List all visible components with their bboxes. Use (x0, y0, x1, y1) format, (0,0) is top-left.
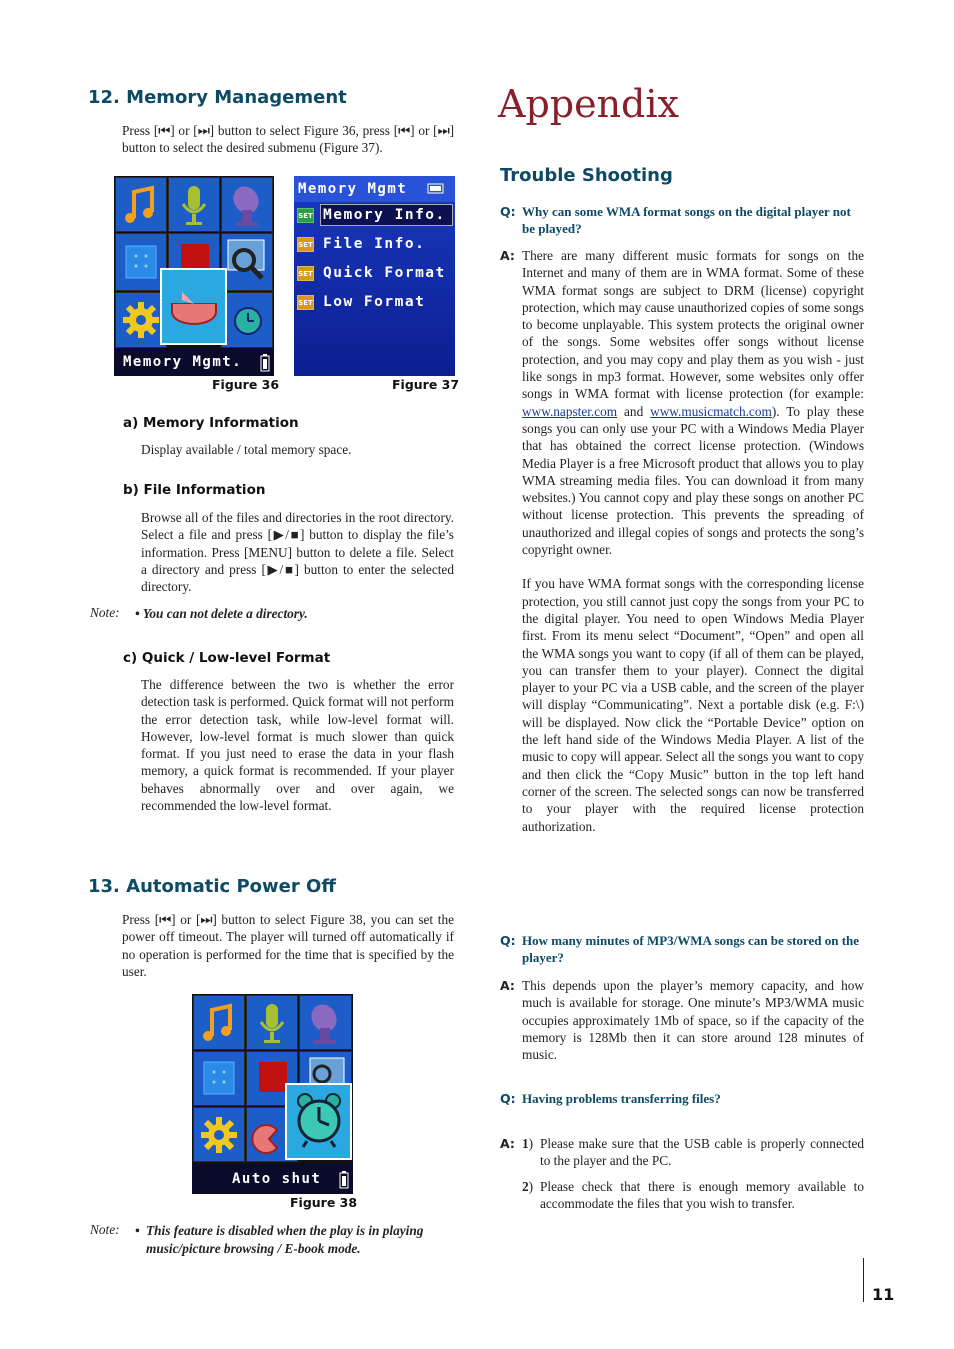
a-label: A: (500, 248, 515, 263)
menu-label: Quick Format (323, 265, 446, 281)
figure-36-screen (114, 176, 274, 376)
figure-37-caption: Figure 37 (392, 377, 460, 392)
menu-label: File Info. (323, 236, 426, 252)
settings-tile (193, 1107, 245, 1162)
note-1-text: You can not delete a directory. (142, 606, 308, 621)
battery-icon (260, 353, 270, 372)
musicmatch-link[interactable]: www.musicmatch.com (650, 403, 772, 419)
alarm-clock-icon (222, 293, 272, 347)
note-label-2: Note: (90, 1222, 120, 1237)
radio-tile (299, 995, 352, 1050)
figure-38-caption: Figure 38 (290, 1195, 358, 1210)
question-1 (500, 203, 864, 238)
a-label: A: (500, 1136, 515, 1151)
page-number: 11 (872, 1285, 895, 1304)
ebook-icon (116, 234, 166, 290)
q-label: Q: (500, 933, 516, 948)
memory-mgmt-tile-selected (160, 268, 227, 345)
item-2-number: 2 (522, 1178, 529, 1194)
answer-2-text: This depends upon the player’s memory capacity, and how much is available for storage. One minute’s MP3/WMA music occupies approximately 1Mb of space, so if the capacity of the memory is 128Mb then it can store around 128 minutes of music. (522, 978, 864, 1063)
subsection-b-text: Browse all of the files and directories in the root directory. Select a file and press [▶/■] button to display the file’s information. Press [MENU] button to delete a file. Select a directory and press [▶/■] button to enter the selected directory. (141, 510, 454, 595)
menu-label: Low Format (323, 294, 426, 310)
music-tile (193, 995, 245, 1050)
microphone-icon (247, 996, 297, 1049)
set-icon: SET (297, 266, 314, 281)
answer-1-para-1 (522, 247, 864, 558)
battery-icon (339, 1170, 349, 1189)
note-2-text: This feature is disabled when the play is in playing music/picture browsing / E-book mode. (146, 1223, 424, 1256)
answer-1-para-2: If you have WMA format songs with the corresponding license protection, you still cannot just copy the songs from your PC to the digital player. You need to open Windows Media Player first. From its menu select “Document”, “Open” and open all the WMA songs you want to copy (if all of them can be played, you can transfer them to your player). Connect the digital player to your PC via a USB cable, and the screen of the player will display “Communicating”. Next a portable disk (e.g. F:\) will be displayed. Now click the “Portable Device” option on the left hand side of the Windows Media Player. A list of the music to copy will appear. Select all the songs you want to copy and then click the “Copy Music” button in the top left hand corner of the screen. The selected songs can now be transferred to your player with the required license protection authorization. (522, 576, 864, 834)
menu-item-low-format (294, 291, 455, 315)
subsection-a-text: Display available / total memory space. (141, 442, 352, 457)
music-note-icon (116, 178, 166, 231)
q-label: Q: (500, 204, 516, 219)
subsection-c-text: The difference between the two is whether the error detection task is performed. Quick format will not perform the error detection task, while low-level format will. However, low-level format is much slower than quick format. If you just need to erase the data in your flash memory, a quick format is recommended. If your player behaves abnormally over and over again, we recommended the low-level format. (141, 677, 454, 814)
napster-link[interactable]: www.napster.com (522, 403, 618, 419)
menu-label: Memory Info. (323, 207, 446, 223)
answer-3-item-1: 1) Please make sure that the USB cable is properly connected to the player and the PC. (522, 1136, 864, 1169)
clock-tile (221, 292, 273, 348)
question-2-text: How many minutes of MP3/WMA songs can be stored on the player? (522, 933, 860, 966)
answer-3-item-1-text: Please make sure that the USB cable is properly connected to the player and the PC. (540, 1136, 864, 1169)
picture-tile (221, 233, 273, 291)
figure-36-label-bar (114, 348, 274, 376)
battery-icon (427, 183, 445, 194)
menu-item-quick-format (294, 262, 455, 286)
ebook-icon (194, 1052, 244, 1105)
menu-item-file-info (294, 233, 455, 257)
figure-37-header-label: Memory Mgmt (298, 181, 408, 197)
voice-tile (246, 995, 298, 1050)
answer-1-text-pre: There are many different music formats for songs on the Internet and many of them are in WMA format. Some of these WMA format songs are subject to DRM (license) copyright protection, which may cause unauthorized copies of some songs to become unplayable. This system protects the original owner of the songs. Some websites offer songs without license protection, and you may copy and play them as you wish - just like songs in mp3 format. However, some websites only offer songs in WMA format with license protection (for example: (522, 248, 864, 402)
question-3-text: Having problems transferring files? (522, 1091, 721, 1106)
figure-38-label-bar (192, 1164, 353, 1194)
trouble-shooting-title: Trouble Shooting (500, 165, 673, 186)
satellite-dish-icon (300, 996, 350, 1049)
gear-icon (116, 293, 166, 347)
answer-1 (500, 247, 864, 835)
figure-36-label: Memory Mgmt. (123, 354, 243, 370)
gear-icon (194, 1108, 244, 1161)
music-note-icon (194, 996, 244, 1049)
answer-1-text-post: ). To play these songs you can only use your PC with a Windows Media Player that has obtained the correct license protection. (Windows Media Player is a free Microsoft product that allows you to play WMA streaming media files. You can download it from many websites.) You cannot copy and play these songs on another PC without license protection. This prevents the spreading of unauthorized and illegal copies of songs and protects the song’s copyright owner. (522, 403, 864, 558)
figure-37-header (294, 176, 455, 202)
alarm-clock-icon (287, 1085, 350, 1158)
memory-pie-icon (162, 270, 225, 343)
answer-1-and: and (617, 403, 651, 419)
radio-tile (221, 177, 273, 232)
answer-3-item-2: 2) Please check that there is enough memory available to accommodate the files that you wish to transfer. (522, 1178, 864, 1211)
section-title-memory: 12. Memory Management (88, 87, 347, 108)
figure-38-screen (192, 994, 353, 1194)
set-icon: SET (297, 237, 314, 252)
figure-36-caption: Figure 36 (212, 377, 280, 392)
q-label: Q: (500, 1091, 516, 1106)
question-1-text: Why can some WMA format songs on the digital player not be played? (522, 204, 851, 237)
item-1-number: 1 (522, 1136, 529, 1151)
voice-tile (168, 177, 220, 232)
subsection-c-title: c) Quick / Low-level Format (123, 650, 331, 666)
section-title-auto-power: 13. Automatic Power Off (88, 876, 336, 897)
set-icon: SET (297, 295, 314, 310)
menu-item-memory-info (294, 204, 455, 228)
page-number-rule (863, 1258, 864, 1302)
figure-37-screen (294, 176, 455, 376)
auto-power-intro: Press [⏮] or [⏭] button to select Figure 38, you can set the power off timeout. The player will turned off automatically if no operation is performed for the time that is specified by the user. (122, 912, 454, 979)
appendix-title: Appendix (498, 82, 679, 126)
ebook-tile (193, 1051, 245, 1106)
picture-search-icon (222, 234, 272, 290)
subsection-a-title: a) Memory Information (123, 415, 299, 431)
satellite-dish-icon (222, 178, 272, 231)
memory-intro: Press [⏮] or [⏭] button to select Figure 36, press [⏮] or [⏭] button to select the desired submenu (Figure 37). (122, 123, 454, 156)
note-2: • This feature is disabled when the play is in playing music/picture browsing / E-book mode. (135, 1222, 455, 1258)
figure-38-label: Auto shut (232, 1171, 322, 1187)
answer-3 (500, 1135, 864, 1212)
answer-2 (500, 977, 864, 1063)
microphone-icon (169, 178, 219, 231)
question-3 (500, 1090, 864, 1107)
a-label: A: (500, 978, 515, 993)
auto-shut-tile-selected (285, 1083, 352, 1160)
note-1: • You can not delete a directory. (135, 606, 308, 621)
music-tile (115, 177, 167, 232)
note-label-1: Note: (90, 605, 120, 620)
answer-3-item-2-text: Please check that there is enough memory available to accommodate the files that you wish to transfer. (540, 1178, 864, 1211)
question-2 (500, 932, 864, 967)
set-icon: SET (297, 208, 314, 223)
subsection-b-title: b) File Information (123, 482, 266, 498)
